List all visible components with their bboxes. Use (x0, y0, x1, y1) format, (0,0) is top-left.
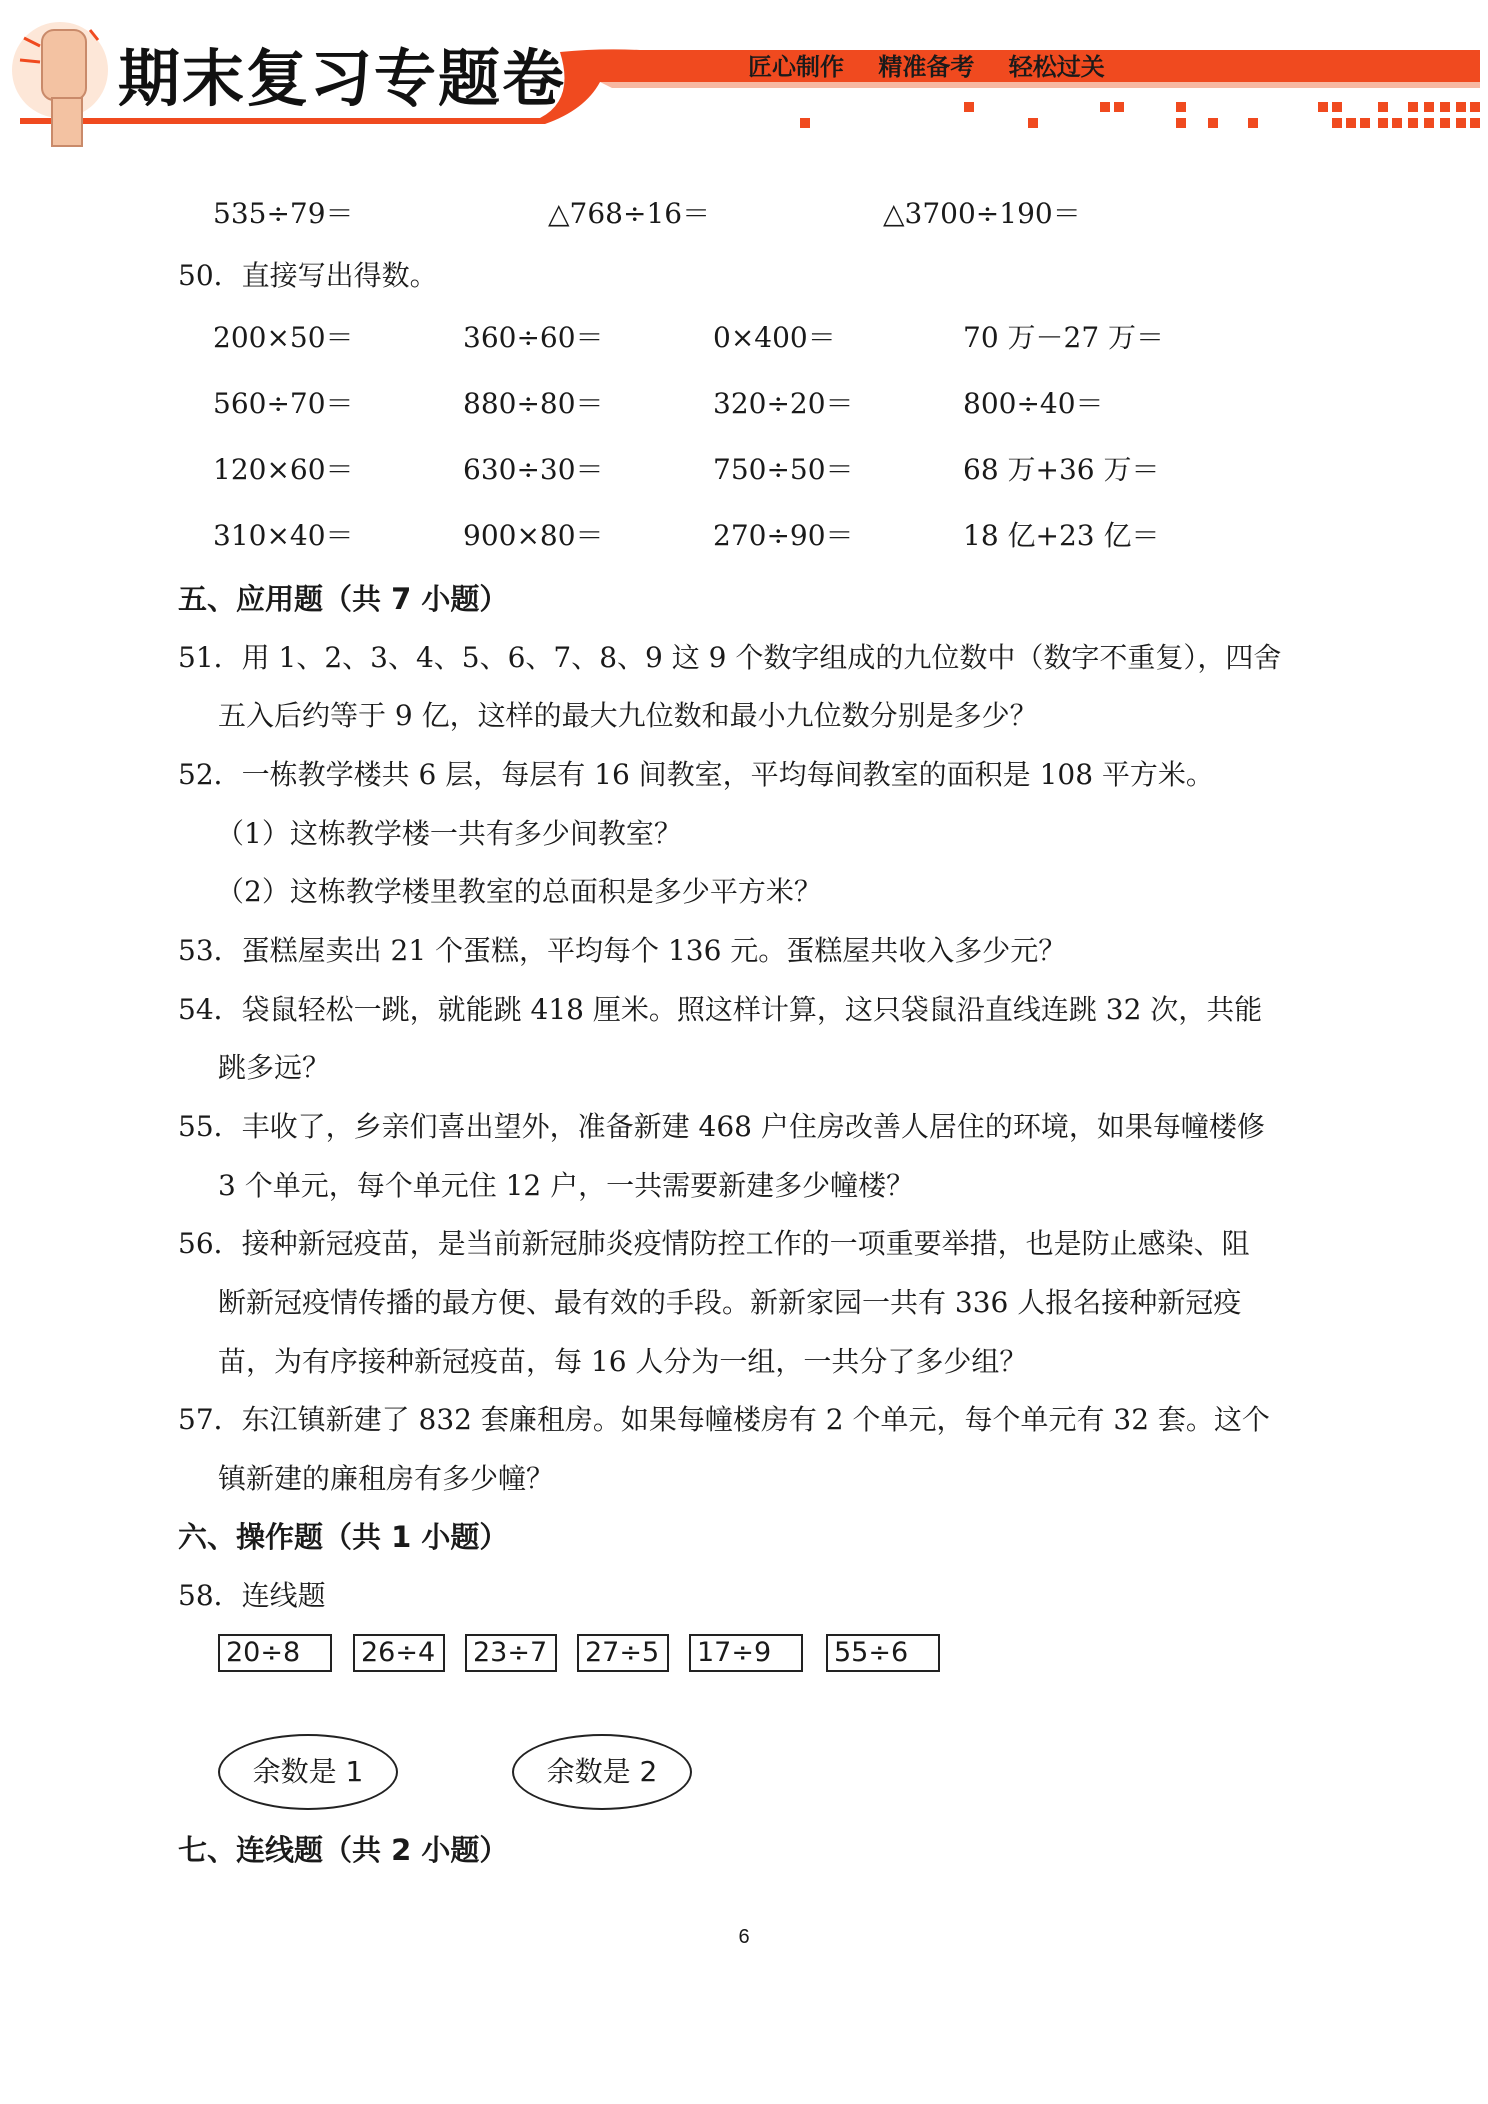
q50-item: 750÷50＝ (713, 453, 854, 486)
question-52: 52．一栋教学楼共 6 层，每层有 16 间教室，平均每间教室的面积是 108 平方米。 (178, 758, 1214, 791)
q50-item: 900×80＝ (463, 519, 604, 552)
q50-item: 360÷60＝ (463, 321, 604, 354)
q50-item: 200×50＝ (213, 321, 354, 354)
section-heading-5: 五、应用题（共 7 小题） (178, 582, 509, 616)
question-54-cont: 跳多远？ (218, 1051, 331, 1084)
q50-item: 18 亿+23 亿＝ (963, 519, 1160, 552)
q50-item: 310×40＝ (213, 519, 354, 552)
division-box[interactable]: 23÷7 (465, 1634, 557, 1672)
q50-item: 560÷70＝ (213, 387, 354, 420)
q50-item: 68 万+36 万＝ (963, 453, 1160, 486)
q50-item: 70 万－27 万＝ (963, 321, 1165, 354)
q50-item: 270÷90＝ (713, 519, 854, 552)
remainder-oval[interactable]: 余数是 1 (218, 1734, 398, 1810)
q50-item: 320÷20＝ (713, 387, 854, 420)
division-box[interactable]: 17÷9 (689, 1634, 803, 1672)
slogan-3: 轻松过关 (1008, 53, 1105, 81)
question-56: 56．接种新冠疫苗，是当前新冠肺炎疫情防控工作的一项重要举措，也是防止感染、阻 (178, 1227, 1250, 1260)
slogan-2: 精准备考 (878, 53, 975, 81)
question-51-cont: 五入后约等于 9 亿，这样的最大九位数和最小九位数分别是多少？ (218, 699, 1038, 732)
division-box[interactable]: 26÷4 (353, 1634, 445, 1672)
question-57-cont: 镇新建的廉租房有多少幢？ (218, 1462, 555, 1495)
question-52-part-1: （1）这栋教学楼一共有多少间教室？ (216, 817, 682, 850)
q50-item: 0×400＝ (713, 321, 836, 354)
page-number: 6 (738, 1926, 750, 1948)
question-51: 51．用 1、2、3、4、5、6、7、8、9 这 9 个数字组成的九位数中（数字不重复），四舍 (178, 641, 1282, 674)
q50-item: 880÷80＝ (463, 387, 604, 420)
calc-item: 535÷79＝ (213, 197, 354, 230)
section-heading-7: 七、连线题（共 2 小题） (178, 1833, 509, 1867)
question-55-cont: 3 个单元，每个单元住 12 户，一共需要新建多少幢楼？ (218, 1169, 915, 1202)
fist-icon (12, 22, 108, 146)
question-56-cont-1: 断新冠疫情传播的最方便、最有效的手段。新新家园一共有 336 人报名接种新冠疫 (218, 1286, 1242, 1319)
question-50-title: 50．直接写出得数。 (178, 259, 438, 292)
calc-item: △3700÷190＝ (883, 197, 1081, 230)
q50-item: 630÷30＝ (463, 453, 604, 486)
banner-light-stripe (600, 82, 1480, 88)
division-box[interactable]: 55÷6 (826, 1634, 940, 1672)
question-58-title: 58．连线题 (178, 1579, 326, 1612)
banner-slogans (748, 55, 1131, 79)
calc-item: △768÷16＝ (548, 197, 711, 230)
question-55: 55．丰收了，乡亲们喜出望外，准备新建 468 户住房改善人居住的环境，如果每幢楼修 (178, 1110, 1265, 1143)
header-banner (0, 0, 1488, 150)
remainder-oval[interactable]: 余数是 2 (512, 1734, 692, 1810)
division-box[interactable]: 27÷5 (577, 1634, 669, 1672)
question-56-cont-2: 苗，为有序接种新冠疫苗，每 16 人分为一组，一共分了多少组？ (218, 1345, 1028, 1378)
q50-item: 800÷40＝ (963, 387, 1104, 420)
exam-title: 期末复习专题卷 (118, 42, 567, 115)
division-box[interactable]: 20÷8 (218, 1634, 332, 1672)
section-heading-6: 六、操作题（共 1 小题） (178, 1520, 509, 1554)
slogan-1: 匠心制作 (748, 53, 844, 81)
question-52-part-2: （2）这栋教学楼里教室的总面积是多少平方米？ (216, 875, 822, 908)
question-57: 57．东江镇新建了 832 套廉租房。如果每幢楼房有 2 个单元，每个单元有 32 套。这个 (178, 1403, 1270, 1436)
question-53: 53．蛋糕屋卖出 21 个蛋糕，平均每个 136 元。蛋糕屋共收入多少元？ (178, 934, 1067, 967)
question-54: 54．袋鼠轻松一跳，就能跳 418 厘米。照这样计算，这只袋鼠沿直线连跳 32 次，共能 (178, 993, 1263, 1026)
banner-dots (800, 102, 1480, 128)
q50-item: 120×60＝ (213, 453, 354, 486)
